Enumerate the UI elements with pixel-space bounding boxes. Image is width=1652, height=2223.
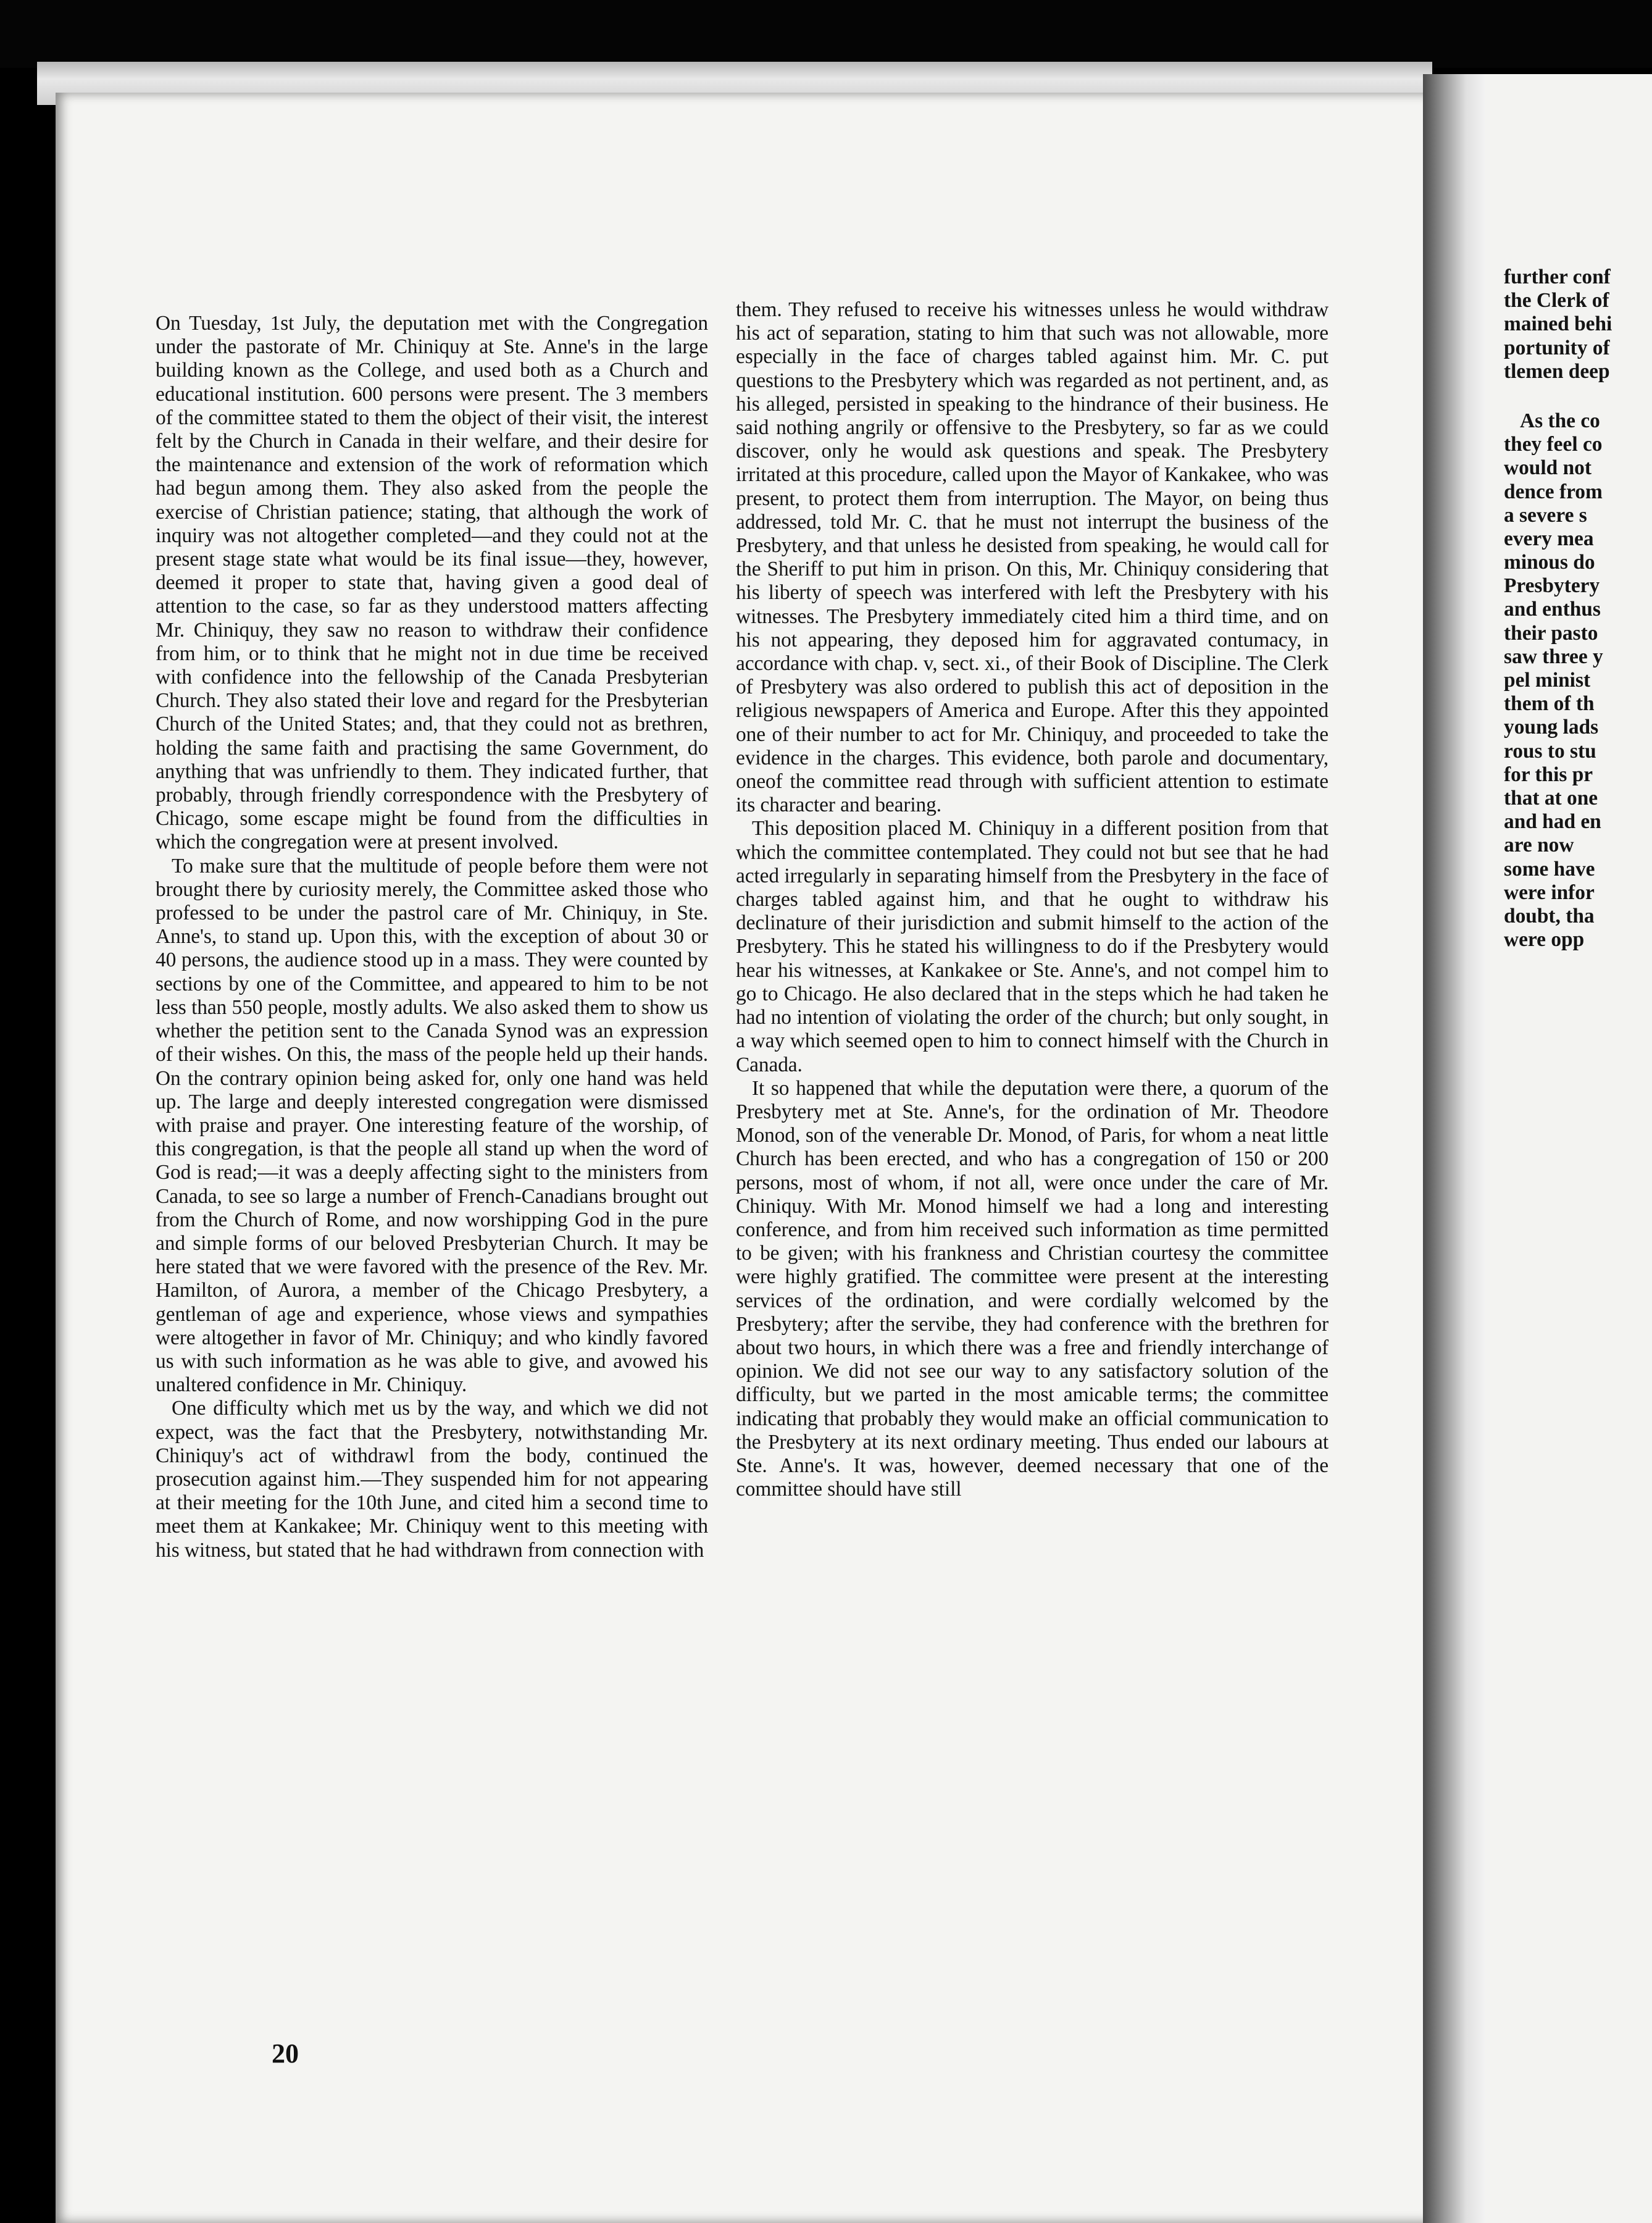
facing-page-line: the Clerk of <box>1504 289 1609 312</box>
facing-page-line: that at one <box>1504 786 1598 810</box>
paragraph: One difficulty which met us by the way, and which we did not expect, was the fact that the Presbytery, notwithstanding Mr. Chiniquy's act of withdrawl from the body, continued the prosecution against him.—They suspended him for not appearing at their meeting for the 10th June, and cited him a second time to meet them at Kankakee; Mr. Chiniquy went to this meeting with his witness, but stated that he had withdrawn from connection with <box>156 1397 708 1562</box>
paragraph: This deposition placed M. Chiniquy in a different position from that which the committee contemplated. They could not but see that he had acted irregularly in separating himself from the Presbytery in the face of charges tabled against him, and that he ought to withdraw his declinature of their jurisdiction and submit himself to the action of the Presbytery. This he stated his willingness to do if the Presbytery would hear his witnesses, at Kankakee or Ste. Anne's, and not compel him to go to Chicago. He also declared that in the steps which he had taken he had no intention of violating the order of the church; but only sought, in a way which seemed open to him to connect himself with the Church in Canada. <box>736 817 1329 1076</box>
page-number: 20 <box>272 2038 299 2069</box>
facing-page-line: some have <box>1504 857 1595 881</box>
facing-page-line: them of th <box>1504 692 1595 716</box>
paragraph: To make sure that the multitude of people before them were not brought there by curiosity merely, the Committee asked those who professed to be under the pastrol care of Mr. Chiniquy, in Ste. Anne's, to stand up. Upon this, with the exception of about 30 or 40 persons, the audience stood up in a mass. They were counted by sections by one of the Committee, and appeared to him to be not less than 550 people, mostly adults. We also asked them to show us whether the petition sent to the Canada Synod was an expression of their wishes. On this, the mass of the people held up their hands. On the contrary opinion being asked for, only one hand was held up. The large and deeply interested congregation were dismissed with praise and prayer. One interesting feature of the worship, of this congregation, is that the people all stand up when the word of God is read;—it was a deeply affecting sight to the ministers from Canada, to see so large a number of French-Canadians brought out from the Church of Rome, and now worshipping God in the pure and simple forms of our beloved Presbyterian Church. It may be here stated that we were favored with the presence of the Rev. Mr. Hamilton, of Aurora, a member of the Chicago Presbytery, a gentleman of age and experience, whose views and sympathies were altogether in favor of Mr. Chiniquy; and who kindly favored us with such information as he was able to give, and avowed his unaltered confidence in Mr. Chiniquy. <box>156 854 708 1397</box>
facing-page-line: they feel co <box>1504 433 1603 456</box>
facing-page-line: were infor <box>1504 881 1595 904</box>
facing-page-line: were opp <box>1504 928 1585 952</box>
paragraph: It so happened that while the deputation were there, a quorum of the Presbytery met at Ste. Anne's, for the ordination of Mr. Theodore Monod, son of the venerable Dr. Monod, of Paris, for whom a neat little Church has been erected, and who has a congregation of 150 or 200 persons, most of whom, if not all, were once under the care of Mr. Chiniquy. With Mr. Monod himself we had a long and interesting conference, and from him received such information as time permitted to be given; with his frankness and Christian courtesy the committee were highly gratified. The committee were present at the interesting services of the ordination, and were cordially welcomed by the Presbytery; after the servibe, they had conference with the brethren for about two hours, in which there was a free and friendly interchange of opinion. We did not see our way to any satisfactory solution of the difficulty, but we parted in the most amicable terms; the committee indicating that probably they would make an official communication to the Presbytery at its next ordinary meeting. Thus ended our labours at Ste. Anne's. It was, however, deemed necessary that one of the committee should have still <box>736 1076 1329 1501</box>
facing-page-line: are now <box>1504 834 1574 857</box>
scan-border-top <box>0 0 1652 68</box>
facing-page-gap <box>1504 383 1652 409</box>
facing-page-line: mained behi <box>1504 312 1612 336</box>
facing-page-line: minous do <box>1504 551 1595 574</box>
facing-page-line: and enthus <box>1504 598 1601 621</box>
facing-page-line: a severe s <box>1504 503 1587 527</box>
text-column-left <box>156 312 708 1562</box>
facing-page-line: saw three y <box>1504 645 1603 668</box>
facing-page-line: would not <box>1504 456 1592 480</box>
facing-page-line: As the co <box>1520 409 1600 432</box>
facing-page-line: tlemen deep <box>1504 359 1610 383</box>
facing-page-line: Presbytery <box>1504 574 1600 598</box>
facing-page-line: their pasto <box>1504 621 1598 645</box>
facing-page-line: and had en <box>1504 810 1601 834</box>
facing-page-line: portunity of <box>1504 336 1610 359</box>
text-column-right <box>736 298 1329 1501</box>
book-gutter <box>1423 74 1485 2223</box>
facing-page-line: pel minist <box>1504 669 1591 692</box>
facing-page-text <box>1504 266 1652 952</box>
facing-page-line: further conf <box>1504 266 1611 288</box>
paragraph: them. They refused to receive his witnesses unless he would withdraw his act of separation, stating to him that such was not allowable, more especially in the face of charges tabled against him. Mr. C. put questions to the Presbytery which was regarded as not pertinent, and, as his alleged, persisted in speaking to the hindrance of their business. He said nothing angrily or offensive to the Presbytery, so far as we could discover, only he would ask questions and speak. The Presbytery irritated at this procedure, called upon the Mayor of Kankakee, who was present, to protect them from interruption. The Mayor, on being thus addressed, told Mr. C. that he must not interrupt the business of the Presbytery, and that unless he desisted from speaking, he would call for the Sheriff to put him in prison. On this, Mr. Chiniquy considering that his liberty of speech was interfered with left the Presbytery with his witnesses. The Presbytery immediately cited him a third time, and on his not appearing, they deposed him for aggravated contumacy, in accordance with chap. v, sect. xi., of their Book of Discipline. The Clerk of Presbytery was also ordered to publish this act of deposition in the religious newspapers of America and Europe. After this they appointed one of their number to act for Mr. Chiniquy, and proceeded to take the evidence in the charges. This evidence, both parole and documentary, oneof the committee read through with sufficient attention to estimate its character and bearing. <box>736 298 1329 817</box>
facing-page-line: dence from <box>1504 480 1603 503</box>
facing-page-line: for this pr <box>1504 763 1593 786</box>
paragraph: On Tuesday, 1st July, the deputation met with the Congregation under the pastorate of Mr. Chiniquy at Ste. Anne's in the large building known as the College, and used both as a Church and educational institution. 600 persons were present. The 3 members of the committee stated to them the object of their visit, the interest felt by the Church in Canada in their welfare, and their desire for the maintenance and extension of the work of reformation which had begun among them. They also asked from the people the exercise of Christian patience; stating, that although the work of inquiry was not altogether completed—and they could not at the present stage state what would be its final issue—they, however, deemed it proper to state that, having given a good deal of attention to the case, so far as they understood matters affecting Mr. Chiniquy, they saw no reason to withdraw their confidence from him, or to think that he might not in due time be received with confidence into the fellowship of the Canada Presbyterian Church. They also stated their love and regard for the Presbyterian Church of the United States; and, that they could not as brethren, holding the same faith and practising the same Government, do anything that was unfriendly to them. They indicated further, that probably, through friendly correspondence with the Presbytery of Chicago, some escape might be found from the difficulties in which the congregation were at present involved. <box>156 312 708 854</box>
facing-page-line: every mea <box>1504 527 1594 550</box>
facing-page-line: rous to stu <box>1504 739 1596 763</box>
facing-page-line: young lads <box>1504 716 1599 739</box>
facing-page-line: doubt, tha <box>1504 904 1595 927</box>
